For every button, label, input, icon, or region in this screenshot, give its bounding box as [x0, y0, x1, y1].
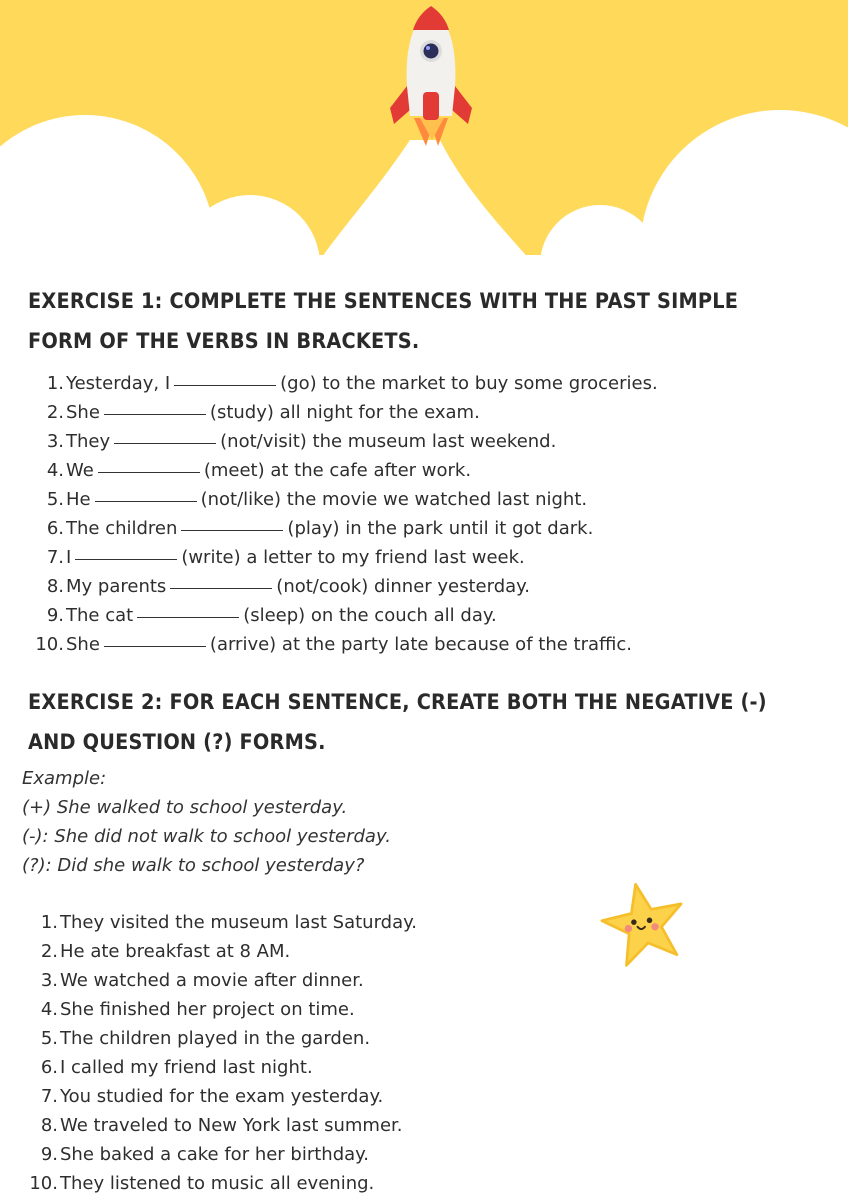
exercise-1-list — [35, 369, 658, 659]
sentence-text: I called my friend last night. — [60, 1057, 313, 1078]
item-number: 8. — [46, 576, 64, 597]
exercise-1-title: EXERCISE 1: COMPLETE THE SENTENCES WITH THE PAST SIMPLE FORM OF THE VERBS IN BRACKETS. — [28, 289, 739, 353]
exercise-2-item — [40, 966, 417, 995]
exercise-2-item — [40, 937, 417, 966]
answer-blank[interactable] — [114, 442, 216, 444]
item-number: 7. — [46, 547, 64, 568]
example-question: (?): Did she walk to school yesterday? — [22, 855, 365, 876]
sentence-end: (go) to the market to buy some groceries. — [280, 373, 658, 394]
answer-blank[interactable] — [137, 616, 239, 618]
smiling-star-icon — [598, 878, 690, 970]
answer-blank[interactable] — [95, 500, 197, 502]
exercise-2-title: EXERCISE 2: FOR EACH SENTENCE, CREATE BOTH THE NEGATIVE (-) AND QUESTION (?) FORMS. — [28, 690, 767, 754]
sentence-end: (play) in the park until it got dark. — [287, 518, 594, 539]
exercise-2-item — [40, 1053, 417, 1082]
sentence-text: They visited the museum last Saturday. — [60, 912, 417, 933]
item-number: 5. — [46, 489, 64, 510]
sentence-text: We traveled to New York last summer. — [60, 1115, 403, 1136]
sentence-start: My parents — [66, 576, 167, 597]
answer-blank[interactable] — [75, 558, 177, 560]
answer-blank[interactable] — [181, 529, 283, 531]
exercise-1-item — [46, 427, 658, 456]
item-number: 2. — [40, 941, 58, 962]
item-number: 1. — [46, 373, 64, 394]
answer-blank[interactable] — [174, 384, 276, 386]
exercise-2-item — [40, 995, 417, 1024]
sentence-end: (not/visit) the museum last weekend. — [220, 431, 557, 452]
sentence-start: I — [66, 547, 72, 568]
item-number: 5. — [40, 1028, 58, 1049]
sentence-start: We — [66, 460, 94, 481]
example-block — [22, 764, 391, 880]
item-number: 10. — [29, 1173, 58, 1194]
header-illustration — [0, 0, 848, 290]
exercise-2-item — [40, 1140, 417, 1169]
sentence-start: She — [66, 402, 100, 423]
exercise-1-item — [46, 398, 658, 427]
answer-blank[interactable] — [104, 645, 206, 647]
item-number: 8. — [40, 1115, 58, 1136]
sentence-start: The children — [66, 518, 178, 539]
sentence-text: He ate breakfast at 8 AM. — [60, 941, 291, 962]
answer-blank[interactable] — [98, 471, 200, 473]
sentence-text: She baked a cake for her birthday. — [60, 1144, 369, 1165]
exercise-1-item — [46, 514, 658, 543]
exercise-1-item — [46, 601, 658, 630]
item-number: 9. — [46, 605, 64, 626]
sentence-text: You studied for the exam yesterday. — [60, 1086, 384, 1107]
sentence-text: She finished her project on time. — [60, 999, 355, 1020]
item-number: 3. — [40, 970, 58, 991]
exercise-1-item — [46, 369, 658, 398]
exercise-2-item — [29, 1169, 417, 1198]
exercise-1-item — [46, 543, 658, 572]
item-number: 9. — [40, 1144, 58, 1165]
exercise-1-item — [35, 630, 658, 659]
example-positive: (+) She walked to school yesterday. — [22, 797, 348, 818]
exercise-2-item — [40, 908, 417, 937]
sentence-text: We watched a movie after dinner. — [60, 970, 364, 991]
exercise-1-item — [46, 456, 658, 485]
sentence-end: (write) a letter to my friend last week. — [181, 547, 525, 568]
sentence-end: (not/like) the movie we watched last night. — [200, 489, 588, 510]
item-number: 6. — [40, 1057, 58, 1078]
sentence-end: (study) all night for the exam. — [209, 402, 480, 423]
exercise-1-item — [46, 572, 658, 601]
exercise-2-item — [40, 1024, 417, 1053]
example-label: Example: — [22, 768, 107, 789]
sentence-start: They — [66, 431, 111, 452]
sentence-text: They listened to music all evening. — [60, 1173, 375, 1194]
item-number: 3. — [46, 431, 64, 452]
item-number: 4. — [46, 460, 64, 481]
sentence-end: (arrive) at the party late because of the traffic. — [209, 634, 633, 655]
sentence-start: Yesterday, I — [66, 373, 171, 394]
exercise-2-item — [40, 1111, 417, 1140]
item-number: 6. — [46, 518, 64, 539]
sentence-start: The cat — [66, 605, 134, 626]
sentence-text: The children played in the garden. — [60, 1028, 371, 1049]
sentence-start: She — [66, 634, 100, 655]
item-number: 10. — [35, 634, 64, 655]
example-negative: (-): She did not walk to school yesterday. — [22, 826, 391, 847]
sentence-end: (not/cook) dinner yesterday. — [276, 576, 530, 597]
sentence-start: He — [66, 489, 91, 510]
item-number: 4. — [40, 999, 58, 1020]
answer-blank[interactable] — [170, 587, 272, 589]
exercise-2-item — [40, 1082, 417, 1111]
sentence-end: (meet) at the cafe after work. — [203, 460, 472, 481]
item-number: 7. — [40, 1086, 58, 1107]
exercise-1-item — [46, 485, 658, 514]
item-number: 2. — [46, 402, 64, 423]
item-number: 1. — [40, 912, 58, 933]
answer-blank[interactable] — [104, 413, 206, 415]
sentence-end: (sleep) on the couch all day. — [243, 605, 497, 626]
exercise-2-list — [29, 908, 417, 1198]
